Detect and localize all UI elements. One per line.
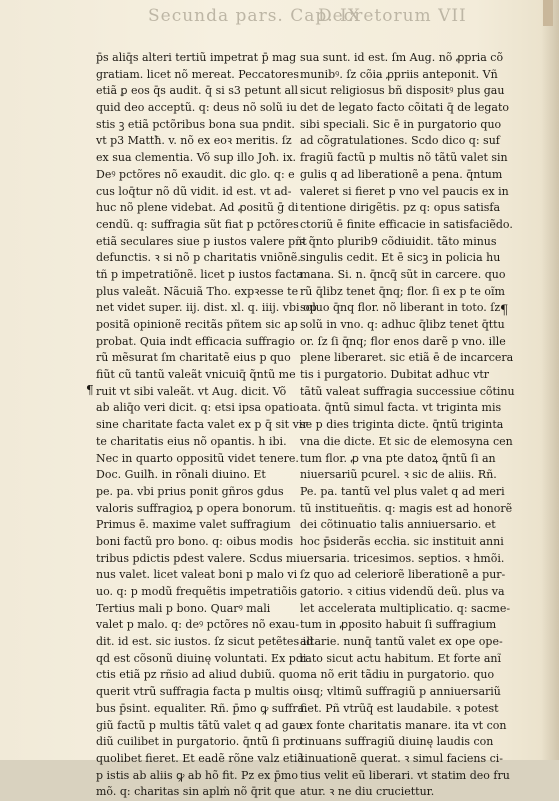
text-line: usq; vltimũ suffragiũ p anniuersariũ [300,685,501,699]
text-line: giũ factũ p multis tãtũ valet q ad gau [96,718,303,732]
text-line: p istis ab aliis ꝙ ab hõ fit. Pz ex p̄mo [96,768,298,782]
text-line: tentione dirigẽtis. pz q: opus satisfa [300,201,501,215]
text-line: Pe. pa. tantũ vel plus valet q ad meri [300,484,505,498]
text-line: quolibet fieret. Et eadẽ rõne valz etiã [96,751,304,765]
running-head-left: Secunda pars. Cap. IX [148,6,361,26]
text-line: uo. q: p modũ frequẽtis impetratiõis [96,585,297,598]
text-line: querit vtrũ suffragia facta p multis oi [96,685,303,699]
text-line: tñ p impetratiõnẽ. licet p iustos facta [96,267,303,281]
text-line: Nec in quarto oppositũ videt tenere. [96,451,299,465]
text-line: se p dies triginta dicte. q̄ntũ triginta [300,418,504,432]
running-head [0,6,559,28]
text-line: valet p malo. q: deꝰ pctõres nõ exau- [96,618,300,632]
text-line: valeret si fieret p vno vel paucis ex in [300,184,509,198]
text-line: rũ mẽsurat ſm charitatẽ eius p quo [96,351,291,365]
text-line: niuersariũ pcurel. ꝛ sic de aliis. Rñ. [300,468,497,482]
text-line: ex sua clementia. Võ sup illo Joħ. ix. [96,151,297,165]
running-head-right: Decretorum VII [318,6,467,26]
text-line: valoris suffragioꝝ p opera bonorum. [96,501,296,515]
text-line: let accelerata multiplicatio. q: sacme- [300,601,511,615]
text-line: ꝛ q̃nto plurib9 cõdiuidit. tãto minus [300,234,497,248]
text-line: ctis etiã pz rñsio ad aliud dubiũ. quo [96,668,300,682]
text-line: munibꝰ. ſz cõia ꝓpriis anteponit. Vñ [300,67,498,81]
text-line: mõ. q: charitas sin aplṁ nõ q̄rit que [96,785,296,799]
text-line: ſz quo ad celeriorẽ liberationẽ a pur- [300,568,506,582]
text-line: etiã seculares siue p iustos valere pñt [96,234,307,248]
text-line: Deꝰ pctõres nõ exaudit. dic glo. q: e [96,167,295,181]
text-line: huc nõ plene videbat. Ad ꝓositũ ḡ di [96,201,299,215]
text-line: nus valet. licet valeat boni p malo vi [96,568,298,582]
page-corner-tab [543,0,553,26]
text-line: te charitatis eius nõ opantis. h ibi. [96,434,287,448]
text-line: sua sunt. id est. ſm Aug. nõ ꝓpria cõ [300,51,504,64]
page-fold-shadow [541,0,559,760]
text-line: atur. ꝛ ne diu cruciettur. [300,785,435,799]
text-line: plene liberaret. sic etiã ē de incarcera [300,351,514,365]
text-line: sicut religiosus bñ dispositꝰ plus gau [300,84,505,98]
text-line: Primus ē. maxime valet suffragium [96,518,291,532]
text-line: ma nõ erit tãdiu in purgatorio. quo [300,668,495,682]
text-line: cendũ. q: suffragia sũt fiat p pctõres [96,217,299,231]
text-line: tius velit eũ liberari. vt statim deo fru [300,768,510,782]
text-line: qd est cõsonũ diuinę voluntati. Ex pdi [96,651,307,665]
text-line: fiet. Pñ vtrũq̄ est laudabile. ꝛ potest [300,701,499,715]
text-line: dit. id est. sic iustos. ſz sicut petẽtes id [96,635,314,649]
text-line: tum flor. ꝓ vna pte datoꝝ q̄ntũ ſi an [300,451,496,465]
text-line: det de legato facto cõitati q̄ de legato [300,101,509,115]
text-line: uersaria. tricesimos. septios. ꝛ hmõi. [300,551,505,565]
text-line: etiã ꝑ eos q̄s audit. q̄ si s3 petunt all [96,84,299,98]
text-line: ctoriũ ē finite efficacie in satisfaciẽdo. [300,217,513,231]
text-line: stis ꝫ etiã pctõribus bona sua pndit. [96,117,295,131]
text-line: soluo q̄nq flor. nõ liberant in toto. ſz [300,301,501,315]
text-line: singulis cedit. Et ē sicꝫ in policia hu [300,251,501,265]
text-line: fragiũ factũ p multis nõ tãtũ valet sin [300,151,508,165]
text-line: tãtũ valeat suffragia successiue cõtinu [300,384,515,398]
text-line: tum in ꝓposito habuit ſi suffragium [300,618,497,632]
text-line: vt p3 Mattħ. v. nõ ex eoꝛ meritis. ſz [96,134,292,148]
text-line: tribus pdictis pdest valere. Scdus mi [96,551,300,565]
text-line: dei cõtinuatio talis anniuersario. et [300,518,496,532]
margin-mark: ¶ [500,303,509,318]
text-line: net videt super. iij. dist. xl. q. iiij. vbi op [96,301,317,315]
text-line: sine charitate facta valet ex p q̄ sit vir [96,418,308,432]
text-line: defunctis. ꝛ si nõ p charitatis vniõnẽ. [96,251,301,265]
text-line: bus p̄sint. equaliter. Rñ. p̄mo ꝙ suffra. [96,701,308,715]
text-line: hoc p̄siderãs eccłia. sic instituit anni [300,534,504,548]
text-line: pe. pa. vbi prius ponit gñros gdus [96,484,284,498]
text-line: ad cõgratulationes. Scdo dico q: suf [300,134,500,148]
text-line: rato sicut actu habitum. Et forte anĩ [300,651,502,665]
text-line: positã opinionẽ recitãs pñtem sic ap [96,318,298,331]
text-line: Tertius mali p bono. Quarꝰ mali [96,601,271,615]
text-column-right [300,50,515,801]
text-line: quid deo acceptũ. q: deus nõ solũ iu [96,101,297,115]
text-line: cus loq̄tur nõ dũ vidit. id est. vt ad- [96,184,292,198]
text-line: boni factũ pro bono. q: oibus modis [96,534,294,548]
text-line: diũ cuilibet in purgatorio. q̄ntũ ſi pro [96,735,302,749]
text-line: p̄s aliq̄s alteri tertiũ impetrat p̄ mag [96,51,297,64]
text-line: sibi speciali. Sic ē in purgatorio quo [300,117,502,131]
text-column-left [96,50,317,801]
text-line: fiũt cũ tantũ valeãt vnicuiq̄ q̃ntũ me [96,368,296,382]
text-line: ab aliq̄o veri dicit. q: etsi ipsa opatio [96,401,300,415]
text-line: tis i purgatorio. Dubitat adhuc vtr [300,368,489,382]
text-line: tinuans suffragiũ diuinę laudis con [300,735,494,749]
text-line: mana. Si. n. q̄ncq̄ sũt in carcere. quo [300,267,506,281]
text-line: tinuationẽ querat. ꝛ simul faciens ci- [300,751,504,765]
text-line: rũ q̄libz tenet q̄nq; flor. ſi ex p te oĩm [300,284,505,298]
text-line: ex fonte charitatis manare. ita vt con [300,718,507,732]
text-line: gatorio. ꝛ citius videndũ deũ. plus va [300,585,505,598]
paragraph-marker: ¶ [86,383,94,397]
text-line: Doc. Guilħ. in rõnali diuino. Et [96,468,266,482]
text-line: tũ institueñtis. q: magis est ad honorẽ [300,501,513,515]
text-line: ruit vt sibi valeãt. vt Aug. dicit. Võ [96,384,287,398]
text-line: vna die dicte. Et sic de elemosyna cen [300,434,513,448]
text-line: gulis q ad liberationẽ a pena. q̄ntum [300,167,503,181]
text-line: solũ in vno. q: adhuc q̄libz tenet q̄ttu [300,318,505,331]
text-line: plus valeãt. Nãcuiã Tho. expꝛesse te [96,284,299,298]
text-line: or. ſz ſi q̄nq; flor enos darẽ p vno. ille [300,334,506,348]
text-line: gratiam. licet nõ mereat. Peccatores [96,67,300,81]
text-line: ata. q̄ntũ simul facta. vt triginta mis [300,401,502,415]
text-line: altarie. nunq̄ tantũ valet ex ope ope- [300,635,503,649]
text-line: probat. Quia indt efficacia suffragio [96,334,296,348]
